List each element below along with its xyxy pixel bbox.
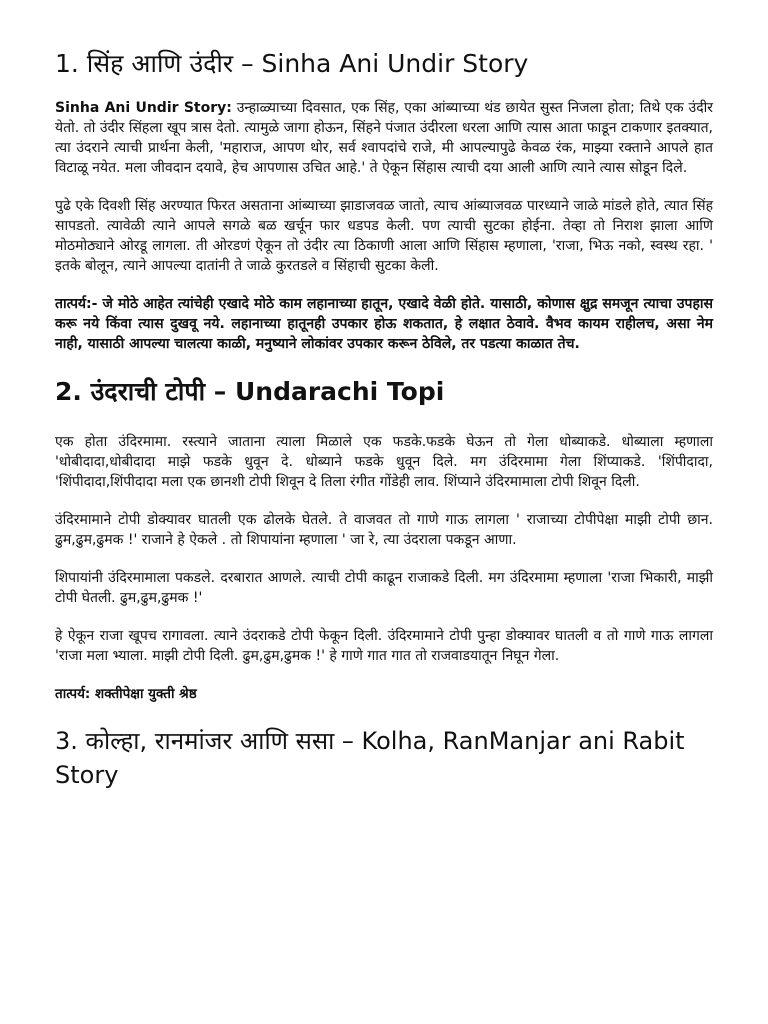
- story-1-paragraph-1: [55, 98, 713, 178]
- document-page: [55, 44, 713, 792]
- story-1-paragraph-1-text: उन्हाळ्याच्या दिवसात, एक सिंह, एका आंब्याच्या थंड छायेत सुस्त निजला होता; तिथे एक उंदीर येतो. तो उंदीर सिंहला खूप त्रास देतो. त्यामुळे जागा होऊन, सिंहने पंजात उंदीरला धरला आणि त्यास आता फाडून टाकणार इतक्यात, त्या उंदराने त्याची प्रार्थना केली, 'महाराज, आपण थोर, सर्व श्वापदांचे राजे, मी आपल्यापुढे केवळ रंक, माझ्या रक्ताने आपले हात विटाळू नयेत. मला जीवदान दयावे, हेच आपणास उचित आहे.' ते ऐकून सिंहास त्याची दया आली आणि त्याने त्यास सोडून दिले.: [55, 100, 713, 176]
- story-1-lead-label: Sinha Ani Undir Story:: [55, 100, 232, 116]
- story-2-paragraph-4: हे ऐकून राजा खूपच रागावला. त्याने उंदराकडे टोपी फेकून दिली. उंदिरमामाने टोपी पुन्हा डोक्यावर घातली व तो गाणे गाऊ लागला 'राजा मला भ्याला. माझी टोपी दिली. ढुम,ढुम,ढुमक !' हे गाणे गात गात तो राजवाडयातून निघून गेला.: [55, 628, 713, 664]
- story-1-moral: तात्पर्य:- जे मोठे आहेत त्यांचेही एखादे मोठे काम लहानाच्या हातून, एखादे वेळी होते. यासाठी, कोणास क्षुद्र समजून त्याचा उपहास करू नये किंवा त्यास दुखवू नये. लहानाच्या हातूनही उपकार होऊ शकतात, हे लक्षात ठेवावे. वैभव कायम राहीलच, असा नेम नाही, यासाठी आपल्या चालत्या काळी, मनुष्याने लोकांवर उपकार करून ठेविले, तर पडत्या काळात तेच.: [55, 296, 713, 352]
- story-1-paragraph-2: पुढे एके दिवशी सिंह अरण्यात फिरत असताना आंब्याच्या झाडाजवळ जातो, त्याच आंब्याजवळ पारध्याने जाळे मांडले होते, त्यात सिंह सापडतो. त्यावेळी त्याने आपले सगळे बळ खर्चून फार धडपड केली. पण त्याची सुटका होईना. तेव्हा तो निराश झाला आणि मोठमोठ्याने ओरडू लागला. ती ओरडणं ऐकून तो उंदीर त्या ठिकाणी आला आणि सिंहास म्हणाला, 'राजा, भिऊ नको, स्वस्थ रहा. ' इतके बोलून, त्याने आपल्या दातांनी ते जाळे कुरतडले व सिंहाची सुटका केली.: [55, 198, 713, 274]
- story-2-paragraph-3: शिपायांनी उंदिरमामाला पकडले. दरबारात आणले. त्याची टोपी काढून राजाकडे दिली. मग उंदिरमामा म्हणाला 'राजा भिकारी, माझी टोपी घेतली. ढुम,ढुम,ढुमक !': [55, 570, 713, 606]
- story-3-heading: 3. कोल्हा, रानमांजर आणि ससा – Kolha, RanManjar ani Rabit Story: [55, 727, 685, 789]
- story-2-heading: 2. उंदराची टोपी – Undarachi Topi: [55, 377, 445, 406]
- story-1-heading: 1. सिंह आणि उंदीर – Sinha Ani Undir Story: [55, 49, 529, 78]
- story-2-paragraph-1: एक होता उंदिरमामा. रस्त्याने जाताना त्याला मिळाले एक फडके.फडके घेऊन तो गेला धोब्याकडे. धोब्याला म्हणाला 'धोबीदादा,धोबीदादा माझे फडके धुवून दे. धोब्याने फडके धुवून दिले. मग उंदिरमामा गेला शिंप्याकडे. 'शिंपीदादा, 'शिंपीदादा,शिंपीदादा मला एक छानशी टोपी शिवून दे तिला रंगीत गोंडेही लाव. शिंप्याने उंदिरमामाला टोपी शिवून दिली.: [55, 434, 713, 490]
- story-2-paragraph-2: उंदिरमामाने टोपी डोक्यावर घातली एक ढोलके घेतले. ते वाजवत तो गाणे गाऊ लागला ' राजाच्या टोपीपेक्षा माझी टोपी छान. ढुम,ढुम,ढुमक !' राजाने हे ऐकले . तो शिपायांना म्हणाला ' जा रे, त्या उंदराला पकडून आणा.: [55, 512, 713, 548]
- story-2-moral: तात्पर्य: शक्तीपेक्षा युक्ती श्रेष्ठ: [55, 686, 197, 702]
